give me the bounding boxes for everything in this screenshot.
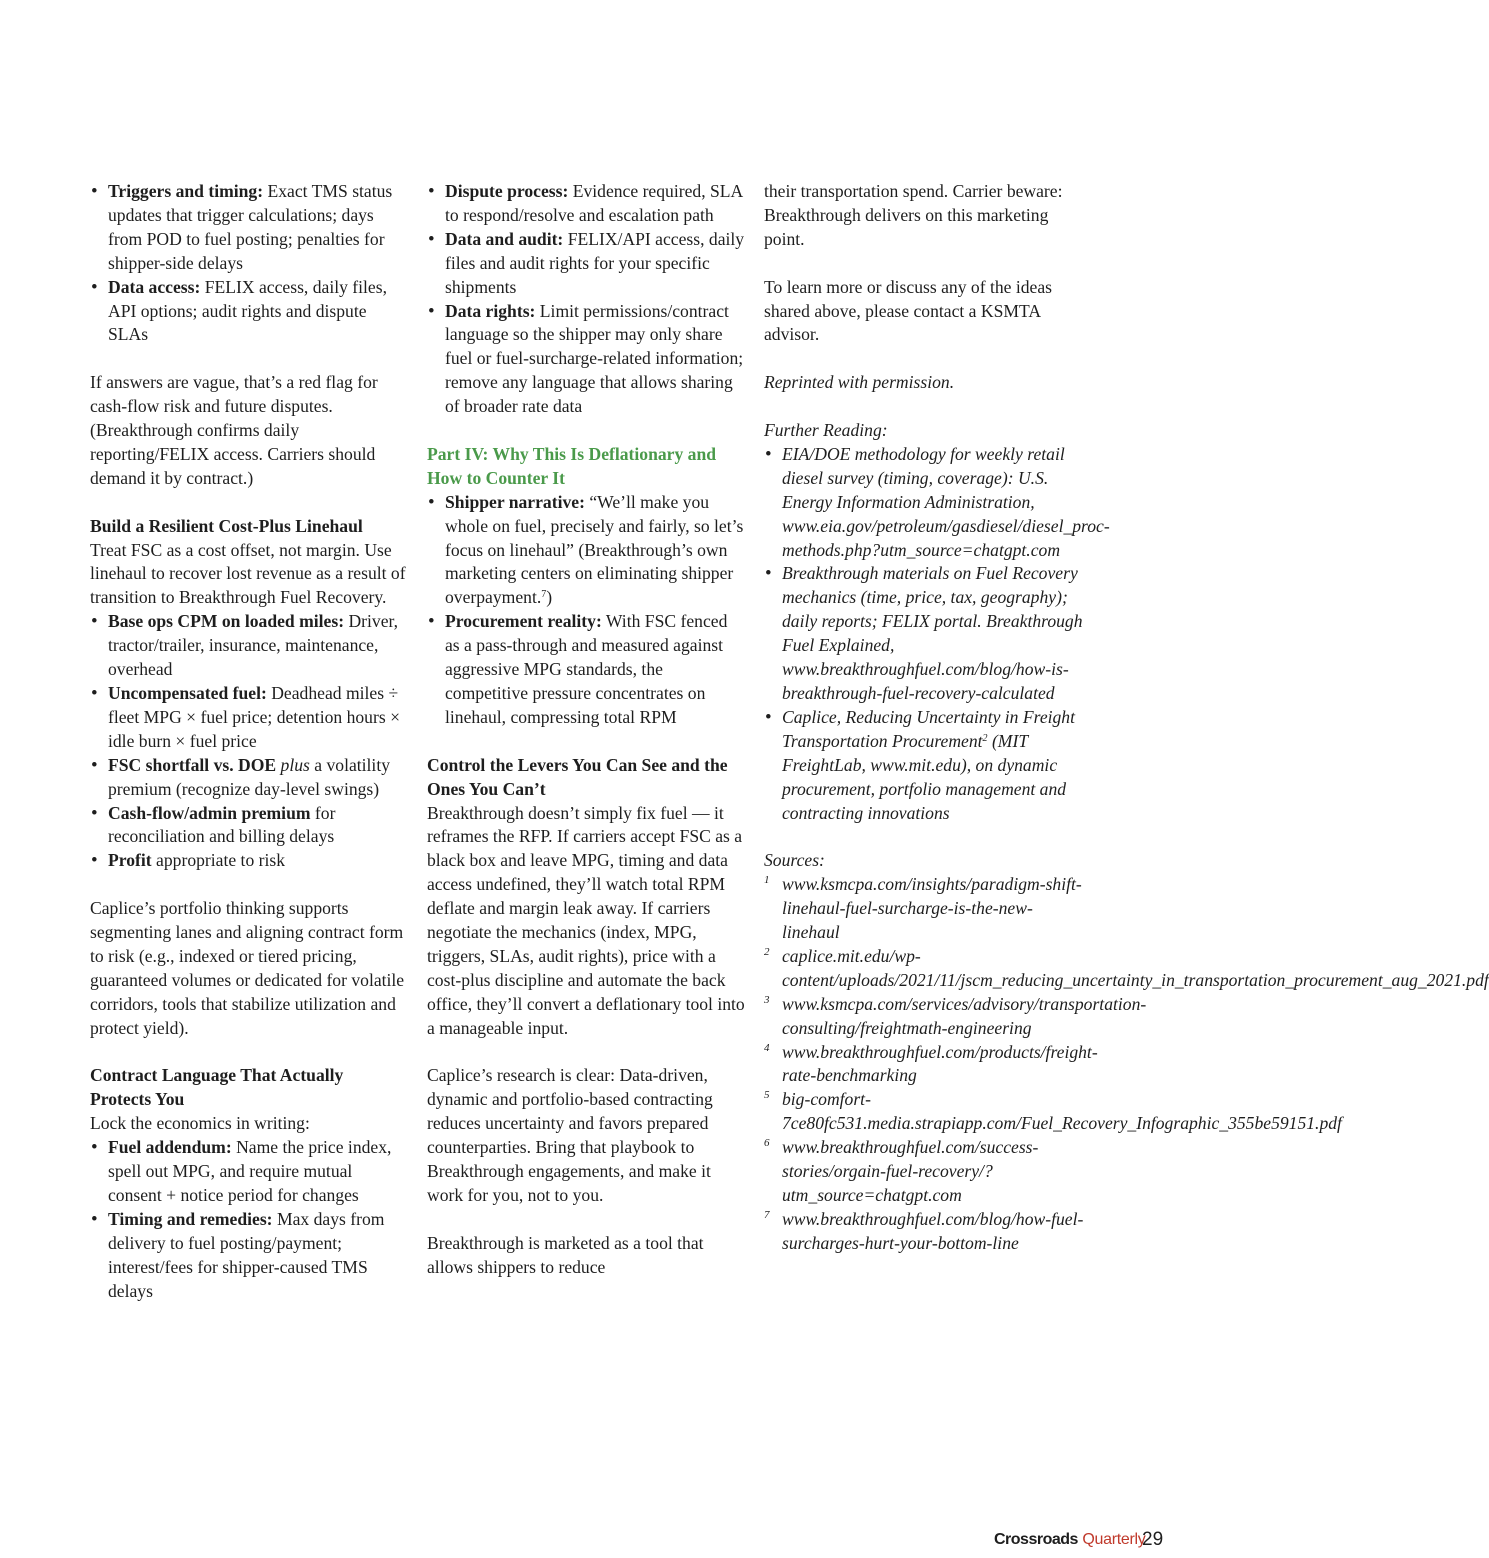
source-link: www.breakthroughfuel.com/products/freight-rate-benchmarking	[782, 1041, 1098, 1086]
list-item: • Base ops CPM on loaded miles: Driver, tractor/trailer, insurance, maintenance, overhead	[90, 610, 408, 682]
publication-name: Crossroads Quarterly	[994, 1531, 1146, 1548]
further-reading-label: Further Reading:	[764, 420, 888, 441]
section-heading: Control the Levers You Can See and the Ones You Can’t	[427, 754, 728, 799]
list-item: • Breakthrough materials on Fuel Recovery mechanics (time, price, tax, geography); daily reports; FELIX portal. Breakthrough Fuel Explained, www.breakthroughfuel.com/blog/how-is-breakthrough-fuel-recovery-calculated	[764, 562, 1084, 705]
bullet-list	[427, 180, 745, 419]
bullet-list	[90, 610, 408, 873]
paragraph: Breakthrough is marketed as a tool that allows shippers to reduce	[427, 1232, 704, 1277]
section-heading: Part IV: Why This Is Deflationary and How to Counter It	[427, 443, 717, 488]
list-item: • Shipper narrative: “We’ll make you whole on fuel, precisely and fairly, so let’s focus on linehaul” (Breakthrough’s own marketing centers on eliminating shipper overpayment.$^7$)	[427, 491, 745, 611]
section-heading: Contract Language That Actually Protects You	[90, 1065, 344, 1110]
paragraph: Caplice’s research is clear: Data-driven, dynamic and portfolio-based contracting reduces uncertainty and favors prepared counterparties. Bring that playbook to Breakthrough engagements, and make it work for you, not to you.	[427, 1065, 713, 1206]
list-item: • Triggers and timing: Exact TMS status updates that trigger calculations; days from POD to fuel posting; penalties for shipper-side delays	[90, 180, 408, 276]
list-item: • FSC shortfall vs. DOE plus a volatility premium (recognize day-level swings)	[90, 754, 408, 802]
list-item: 2 caplice.mit.edu/wp-content/uploads/2021/11/jscm_reducing_uncertainty_in_transportation_procurement_aug_2021.pdf	[764, 945, 1489, 990]
page-number: 29	[1142, 1529, 1164, 1550]
list-item: 5 big-comfort-7ce80fc531.media.strapiapp.com/Fuel_Recovery_Infographic_355be59151.pdf	[764, 1089, 1342, 1134]
column-2	[427, 180, 745, 1280]
paragraph: Caplice’s portfolio thinking supports segmenting lanes and aligning contract form to risk (e.g., indexed or tiered pricing, guaranteed volumes or dedicated for volatile corridors, tools that stabilize utilization and protect yield).	[90, 898, 405, 1038]
list-item: • Uncompensated fuel: Deadhead miles ÷ fleet MPG × fuel price; detention hours × idle burn × fuel price	[90, 682, 408, 754]
paragraph: Lock the economics in writing:	[90, 1113, 310, 1134]
source-link: www.ksmcpa.com/insights/paradigm-shift-linehaul-fuel-surcharge-is-the-new-linehaul	[782, 874, 1082, 943]
paragraph: Breakthrough doesn’t simply fix fuel — it reframes the RFP. If carriers accept FSC as a black box and leave MPG, timing and data access undefined, they’ll watch total RPM deflate and margin leak away. If carriers negotiate the mechanics (index, MPG, triggers, SLAs, audit rights), price with a cost-plus discipline and automate the back office, they’ll convert a deflationary tool into a manageable input.	[427, 802, 745, 1038]
list-item: 7 www.breakthroughfuel.com/blog/how-fuel-surcharges-hurt-your-bottom-line	[764, 1208, 1084, 1253]
source-link: big-comfort-7ce80fc531.media.strapiapp.com/Fuel_Recovery_Infographic_355be59151.pdf	[782, 1089, 1342, 1134]
list-item: • Caplice, Reducing Uncertainty in Freight Transportation Procurement$^2$ (MIT FreightLab, www.mit.edu), on dynamic procurement, portfolio management and contracting innovations	[764, 706, 1084, 826]
list-item: • Dispute process: Evidence required, SLA to respond/resolve and escalation path	[427, 180, 745, 228]
list-item: • Fuel addendum: Name the price index, spell out MPG, and require mutual consent + notice period for changes	[90, 1136, 408, 1208]
source-link: www.breakthroughfuel.com/blog/how-fuel-surcharges-hurt-your-bottom-line	[782, 1208, 1084, 1253]
list-item: • Data and audit: FELIX/API access, daily files and audit rights for your specific shipments	[427, 228, 745, 300]
bullet-list	[90, 1136, 408, 1303]
source-link: caplice.mit.edu/wp-content/uploads/2021/11/jscm_reducing_uncertainty_in_transportation_procurement_aug_2021.pdf	[782, 945, 1489, 990]
sources-label: Sources:	[764, 850, 825, 871]
bullet-list	[90, 180, 408, 347]
list-item: • Data rights: Limit permissions/contract language so the shipper may only share fuel or fuel-surcharge-related information; remove any language that allows sharing of broader rate data	[427, 300, 745, 420]
paragraph: their transportation spend. Carrier beware: Breakthrough delivers on this marketing point.	[764, 181, 1063, 249]
section-heading: Build a Resilient Cost-Plus Linehaul	[90, 515, 363, 536]
paragraph: If answers are vague, that’s a red flag for cash-flow risk and future disputes. (Breakthrough confirms daily reporting/FELIX access. Carriers should demand it by contract.)	[90, 372, 378, 488]
list-item: • Data access: FELIX access, daily files, API options; audit rights and dispute SLAs	[90, 276, 408, 348]
bullet-list	[427, 491, 745, 730]
column-1	[90, 180, 408, 1304]
list-item: • Procurement reality: With FSC fenced as a pass-through and measured against aggressive MPG standards, the competitive pressure concentrates on linehaul, compressing total RPM	[427, 610, 745, 730]
paragraph: To learn more or discuss any of the ideas shared above, please contact a KSMTA advisor.	[764, 276, 1053, 345]
reprint-note: Reprinted with permission.	[764, 372, 955, 393]
source-link: www.ksmcpa.com/services/advisory/transportation-consulting/freightmath-engineering	[782, 993, 1147, 1038]
list-item: 3 www.ksmcpa.com/services/advisory/transportation-consulting/freightmath-engineering	[764, 993, 1147, 1038]
further-reading-list	[764, 443, 1110, 826]
list-item: 4 www.breakthroughfuel.com/products/freight-rate-benchmarking	[764, 1041, 1098, 1086]
source-link: www.breakthroughfuel.com/success-stories/orgain-fuel-recovery/?utm_source=chatgpt.com	[782, 1137, 1039, 1205]
list-item: • Cash-flow/admin premium for reconciliation and billing delays	[90, 802, 408, 850]
list-item: 6 www.breakthroughfuel.com/success-stories/orgain-fuel-recovery/?utm_source=chatgpt.com	[764, 1137, 1039, 1205]
list-item: 1 www.ksmcpa.com/insights/paradigm-shift-linehaul-fuel-surcharge-is-the-new-linehaul	[764, 874, 1082, 943]
list-item: • Profit appropriate to risk	[90, 849, 408, 873]
list-item: • EIA/DOE methodology for weekly retail diesel survey (timing, coverage): U.S. Energy Information Administration, www.eia.gov/petroleum/gasdiesel/diesel_proc-methods.php?utm_source=chatgpt.com	[764, 443, 1084, 563]
sources-list	[764, 873, 1489, 1256]
list-item: • Timing and remedies: Max days from delivery to fuel posting/payment; interest/fees for shipper-caused TMS delays	[90, 1208, 408, 1304]
column-3	[764, 180, 1489, 1256]
paragraph: Treat FSC as a cost offset, not margin. Use linehaul to recover lost revenue as a result of transition to Breakthrough Fuel Recovery.	[90, 539, 406, 608]
